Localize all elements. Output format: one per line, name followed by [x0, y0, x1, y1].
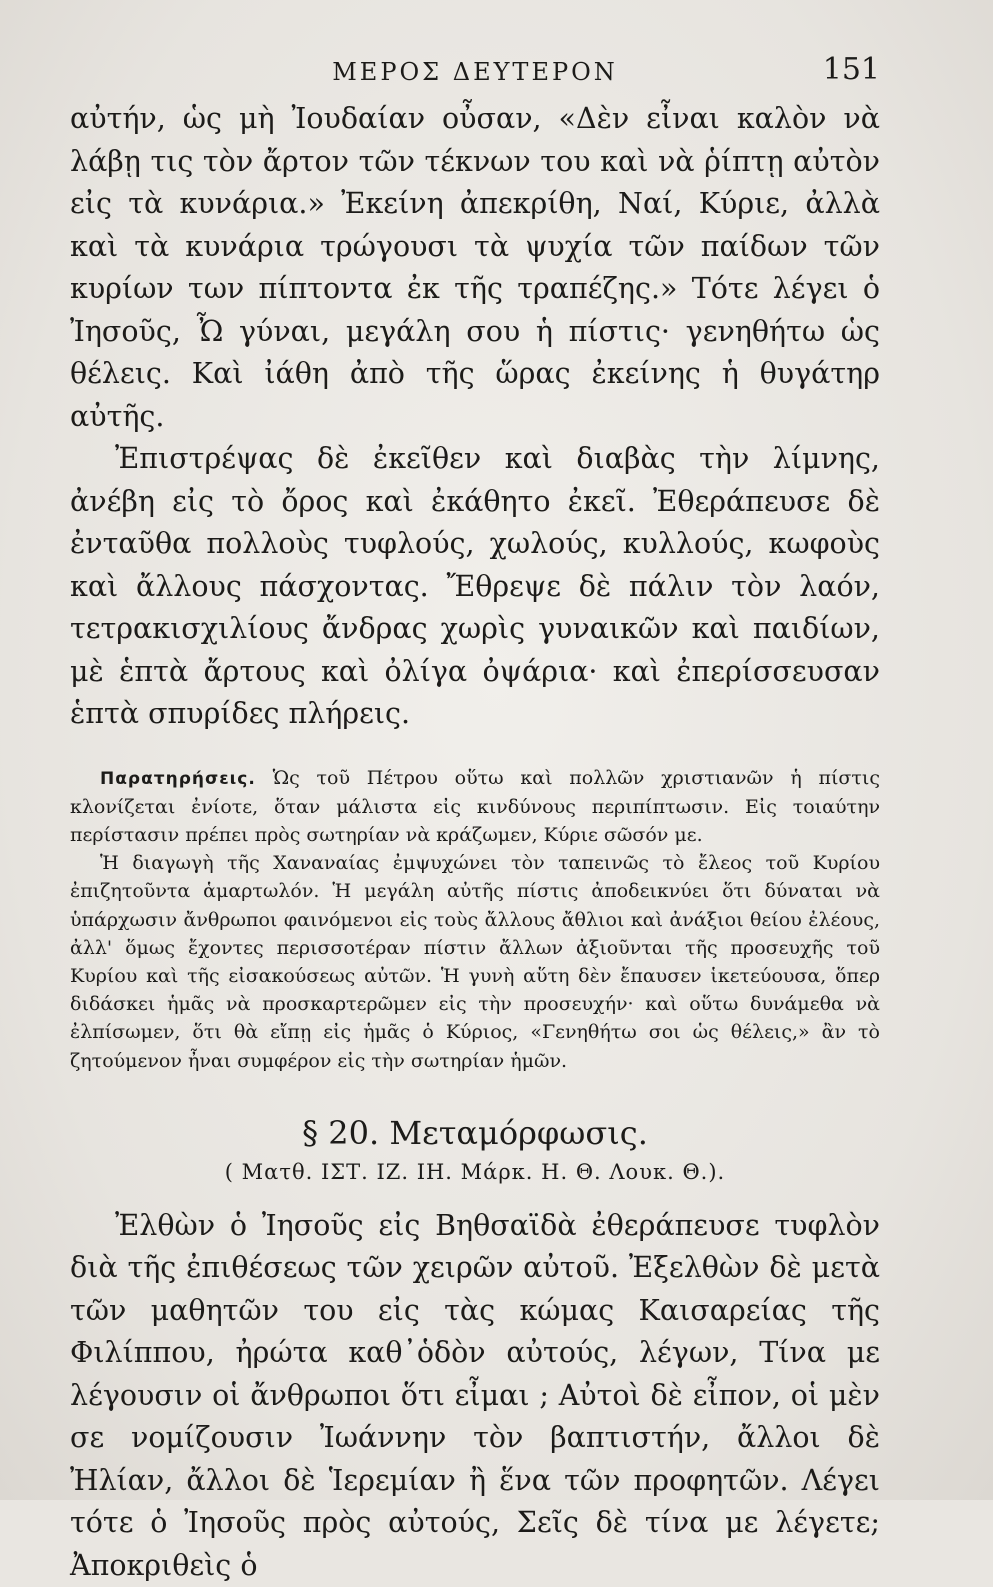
notes-label: Παρατηρήσεις. [100, 768, 256, 789]
note-paragraph: Ἡ διαγωγὴ τῆς Χαναναίας ἐμψυχώνει τὸν ταπεινῶς τὸ ἔλεος τοῦ Κυρίου ἐπιζητοῦντα ἁμαρτωλόν. Ἡ μεγάλη αὐτῆς πίστις ἀποδεικνύει ὅτι δύναται νὰ ὑπάρχωσιν ἄνθρωποι φαινόμενοι εἰς τοὺς ἄλλους ἄθλιοι καὶ ἀνάξιοι θείου ἐλέους, ἀλλ' ὅμως ἔχοντες περισσοτέραν πίστιν ἄλλων ἀξιοῦνται τῆς προσευχῆς τοῦ Κυρίου καὶ τῆς εἰσακούσεως αὐτῶν. Ἡ γυνὴ αὕτη δὲν ἔπαυσεν ἱκετεύουσα, ὅπερ διδάσκει ἡμᾶς νὰ προσκαρτερῶμεν εἰς τὴν προσευχήν· καὶ οὕτω δυνάμεθα νὰ ἐλπίσωμεν, ὅτι θὰ εἴπῃ εἰς ἡμᾶς ὁ Κύριος, «Γενηθήτω σοι ὡς θέλεις,» ἂν τὸ ζητούμενον ἦναι συμφέρον εἰς τὴν σωτηρίαν ἡμῶν. [70, 852, 880, 1072]
paragraph: αὐτήν, ὡς μὴ Ἰουδαίαν οὖσαν, «Δὲν εἶναι καλὸν νὰ λάβῃ τις τὸν ἄρτον τῶν τέκνων του καὶ νὰ ῥίπτῃ αὐτὸν εἰς τὰ κυνάρια.» Ἐκείνη ἀπεκρίθη, Ναί, Κύριε, ἀλλὰ καὶ τὰ κυνάρια τρώγουσι τὰ ψυχία τῶν παίδων τῶν κυρίων των πίπτοντα ἐκ τῆς τραπέζης.» Τότε λέγει ὁ Ἰησοῦς, Ὦ γύναι, μεγάλη σου ἡ πίστις· γενηθήτω ὡς θέλεις. Καὶ ἰάθη ἀπὸ τῆς ὥρας ἐκείνης ἡ θυγάτηρ αὐτῆς. [70, 102, 880, 433]
section-reference: ( Ματθ. ΙΣΤ. ΙΖ. ΙΗ. Μάρκ. Η. Θ. Λουκ. Θ.). [224, 1159, 726, 1184]
paragraph: Ἐλθὼν ὁ Ἰησοῦς εἰς Βηθσαϊδὰ ἐθεράπευσε τυφλὸν διὰ τῆς ἐπιθέσεως τῶν χειρῶν αὐτοῦ. Ἐξελθὼν δὲ μετὰ τῶν μαθητῶν του εἰς τὰς κώμας Καισαρείας τῆς Φιλίππου, ἠρώτα καθ᾽ὁδὸν αὐτούς, λέγων, Τίνα με λέγουσιν οἱ ἄνθρωποι ὅτι εἶμαι ; Αὐτοὶ δὲ εἶπον, οἱ μὲν σε νομίζουσιν Ἰωάννην τὸν βαπτιστήν, ἄλλοι δὲ Ἠλίαν, ἄλλοι δὲ Ἱερεμίαν ἢ ἕνα τῶν προφητῶν. Λέγει τότε ὁ Ἰησοῦς πρὸς αὐτούς, Σεῖς δὲ τίνα με λέγετε; Ἀποκριθεὶς ὁ [70, 1208, 880, 1582]
main-text [70, 98, 880, 736]
observations-block [70, 764, 880, 1075]
page-number: 151 [822, 52, 880, 87]
note-text: Ὡς τοῦ Πέτρου οὕτω καὶ πολλῶν χριστιανῶν ἡ πίστις κλονίζεται ἐνίοτε, ὅταν μάλιστα εἰς κινδύνους περιπίπτωσιν. Εἰς τοιαύτην περίστασιν πρέπει πρὸς σωτηρίαν νὰ κράζωμεν, Κύριε σῶσόν με. [70, 766, 881, 846]
section-text [70, 1205, 880, 1587]
running-title: ΜΕΡΟΣ ΔΕΥΤΕΡΟΝ [332, 58, 618, 86]
page-header [70, 52, 880, 98]
note-paragraph [70, 764, 880, 850]
paragraph: Ἐπιστρέψας δὲ ἐκεῖθεν καὶ διαβὰς τὴν λίμνης, ἀνέβη εἰς τὸ ὄρος καὶ ἐκάθητο ἐκεῖ. Ἐθεράπευσε δὲ ἐνταῦθα πολλοὺς τυφλούς, χωλούς, κυλλούς, κωφοὺς καὶ ἄλλους πάσχοντας. Ἔθρεψε δὲ πάλιν τὸν λαόν, τετρακισχιλίους ἄνδρας χωρὶς γυναικῶν καὶ παιδίων, μὲ ἑπτὰ ἄρτους καὶ ὀλίγα ὀψάρια· καὶ ἐπερίσσευσαν ἑπτὰ σπυρίδες πλήρεις. [70, 442, 880, 730]
section-title: § 20. Μεταμόρφωσις. [302, 1113, 648, 1152]
page-content [70, 52, 880, 1587]
